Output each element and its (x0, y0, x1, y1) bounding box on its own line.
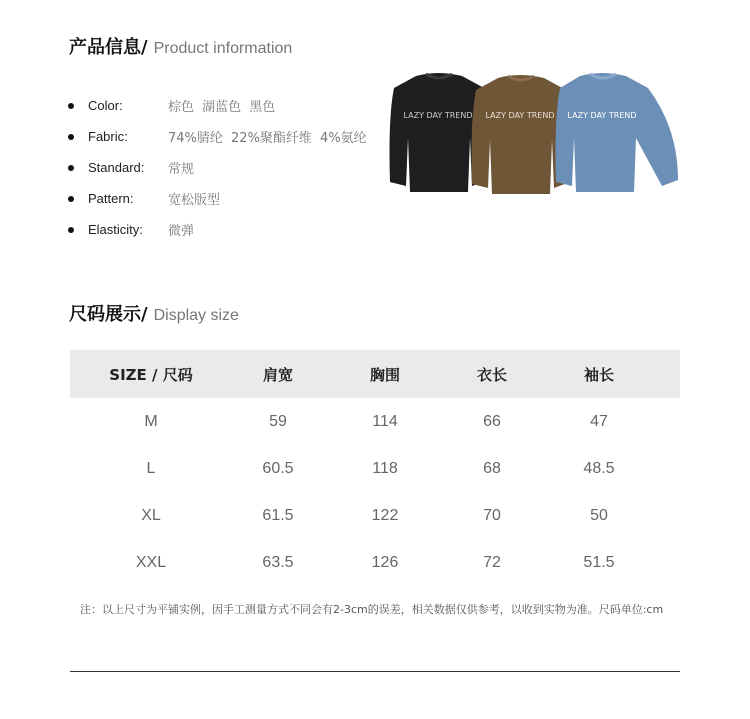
header-sleeve: 袖长 (583, 365, 614, 384)
table-cell: L (146, 459, 156, 477)
info-label: Elasticity: (88, 222, 143, 237)
info-label: Fabric: (88, 129, 128, 144)
table-cell: 126 (371, 553, 399, 571)
sweater-print-text: LAZY DAY TREND (567, 111, 637, 120)
header-shoulder: 肩宽 (262, 365, 293, 384)
table-cell: 59 (269, 412, 287, 430)
table-cell: 114 (372, 412, 398, 430)
info-row-standard (68, 152, 367, 183)
size-section-title (69, 300, 239, 326)
info-label: Standard: (88, 160, 145, 175)
sweater-print-text: LAZY DAY TREND (485, 111, 555, 120)
size-table (70, 350, 680, 586)
info-row-elasticity (68, 214, 367, 245)
table-cell: 60.5 (262, 459, 294, 477)
info-value: 棕色 湖蓝色 黑色 (168, 100, 276, 115)
table-cell: 47 (590, 412, 608, 430)
table-cell: 61.5 (262, 506, 294, 524)
product-info-list (68, 90, 367, 245)
bullet-icon (68, 227, 74, 233)
table-cell: 51.5 (583, 553, 615, 571)
info-value: 74%腈纶 22%聚酯纤维 4%氨纶 (168, 131, 367, 146)
table-cell: XL (141, 506, 161, 524)
info-row-color (68, 90, 367, 121)
table-row (70, 398, 680, 445)
product-info-title (69, 33, 292, 59)
info-value: 常规 (168, 162, 195, 177)
sweater-blue (556, 73, 679, 192)
table-row (70, 492, 680, 539)
table-cell: XXL (135, 553, 167, 571)
info-label: Color: (88, 98, 123, 113)
sweater-brown (472, 75, 571, 194)
table-cell: 118 (372, 459, 398, 477)
table-cell: 72 (483, 553, 501, 571)
table-cell: 63.5 (262, 553, 294, 571)
info-row-pattern (68, 183, 367, 214)
size-section-title-zh: 尺码展示/ (69, 304, 148, 325)
info-value: 微弹 (168, 224, 195, 239)
measurement-note: 注：以上尺寸为平铺实例，因手工测量方式不同会有2-3cm的误差，相关数据仅供参考，以收到实物为准。尺码单位:cm (80, 603, 664, 616)
info-value: 宽松版型 (168, 193, 221, 208)
bullet-icon (68, 134, 74, 140)
bottom-divider (70, 671, 680, 672)
size-section-title-en: Display size (153, 307, 239, 324)
info-row-fabric (68, 121, 367, 152)
bullet-icon (68, 196, 74, 202)
product-info-title-zh: 产品信息/ (69, 37, 148, 58)
table-cell: 68 (483, 459, 501, 477)
header-length: 衣长 (476, 365, 507, 384)
table-row (70, 445, 680, 492)
header-chest: 胸围 (369, 365, 400, 384)
bullet-icon (68, 103, 74, 109)
table-cell: 70 (483, 506, 501, 524)
table-cell: 66 (483, 412, 501, 430)
table-cell: M (144, 412, 158, 430)
header-size: SIZE / 尺码 (109, 365, 193, 384)
bullet-icon (68, 165, 74, 171)
table-cell: 122 (371, 506, 399, 524)
product-photo (386, 68, 686, 200)
size-table-header (70, 350, 680, 398)
table-row (70, 539, 680, 586)
product-info-title-en: Product information (153, 40, 293, 57)
table-cell: 50 (590, 506, 608, 524)
info-label: Pattern: (88, 191, 134, 206)
sweater-print-text: LAZY DAY TREND (403, 111, 473, 120)
table-cell: 48.5 (583, 459, 615, 477)
